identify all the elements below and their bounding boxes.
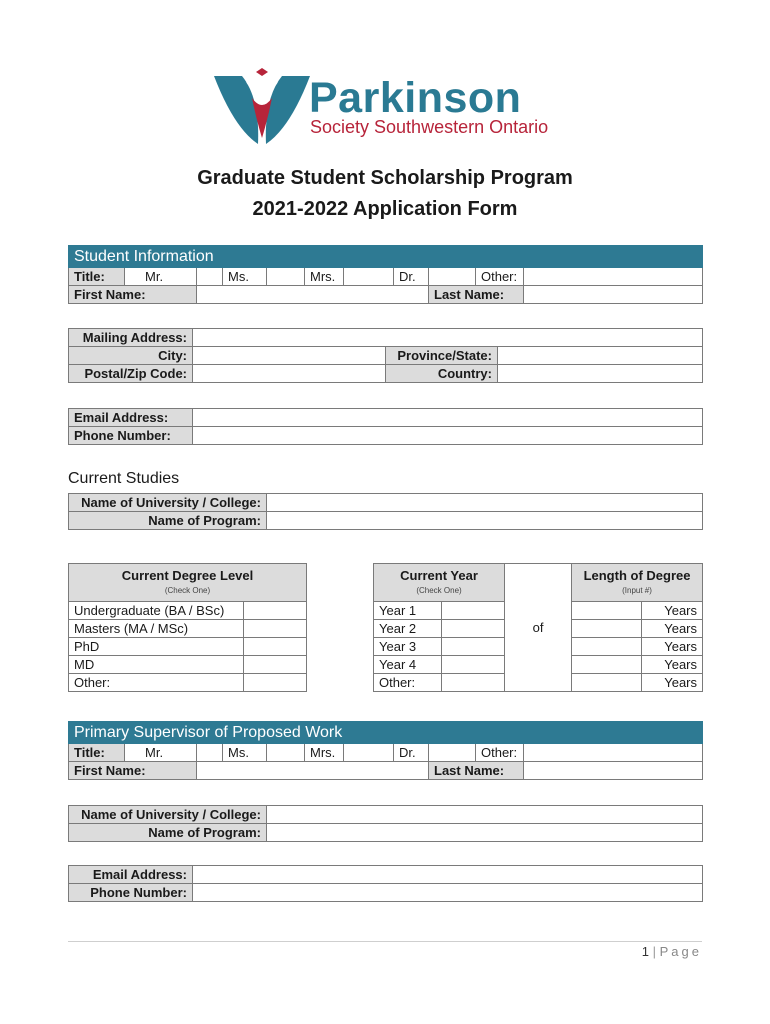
university-field[interactable] xyxy=(267,494,703,512)
footer-separator: | xyxy=(652,944,656,959)
sup-title-mrs-box[interactable] xyxy=(344,744,394,762)
year-4: Year 4 xyxy=(374,656,442,674)
current-year-header: Current Year (Check One) xyxy=(374,564,505,602)
student-info-header: Student Information xyxy=(69,246,703,268)
length-input-1[interactable] xyxy=(572,602,642,620)
year-2-box[interactable] xyxy=(442,620,505,638)
address-table xyxy=(68,328,703,383)
year-other-field[interactable] xyxy=(442,674,505,692)
current-studies-heading: Current Studies xyxy=(68,470,180,487)
postal-field[interactable] xyxy=(193,365,386,383)
form-subtitle: 2021-2022 Application Form xyxy=(252,198,518,220)
sup-last-name-field[interactable] xyxy=(524,762,703,780)
sup-phone-field[interactable] xyxy=(193,884,703,902)
sup-university-field[interactable] xyxy=(267,806,703,824)
sup-program-field[interactable] xyxy=(267,824,703,842)
sup-studies-table xyxy=(68,805,703,842)
page-number: 1 xyxy=(641,944,649,959)
title-other: Other: xyxy=(476,268,524,286)
degree-md: MD xyxy=(69,656,244,674)
city-field[interactable] xyxy=(193,347,386,365)
sup-title-other: Other: xyxy=(476,744,524,762)
title-mrs: Mrs. xyxy=(305,268,344,286)
sup-title-dr-box[interactable] xyxy=(429,744,476,762)
degree-other-field[interactable] xyxy=(244,674,307,692)
degree-level-hint: (Check One) xyxy=(164,586,211,595)
page-word: Page xyxy=(659,944,702,959)
student-info-table xyxy=(68,245,703,304)
length-degree-header: Length of Degree (Input #) xyxy=(572,564,703,602)
first-name-field[interactable] xyxy=(197,286,429,304)
sup-title-dr: Dr. xyxy=(394,744,429,762)
year-length-table xyxy=(373,563,703,692)
current-year-hint: (Check One) xyxy=(416,586,462,595)
sup-title-mrs: Mrs. xyxy=(305,744,344,762)
degree-phd-box[interactable] xyxy=(244,638,307,656)
sup-title-other-field[interactable] xyxy=(524,744,703,762)
degree-md-box[interactable] xyxy=(244,656,307,674)
supervisor-table xyxy=(68,721,703,780)
years-unit-3: Years xyxy=(642,638,703,656)
years-unit-1: Years xyxy=(642,602,703,620)
program-field[interactable] xyxy=(267,512,703,530)
year-3: Year 3 xyxy=(374,638,442,656)
form-title: Graduate Student Scholarship Program xyxy=(197,167,573,189)
degree-masters-box[interactable] xyxy=(244,620,307,638)
mailing-field[interactable] xyxy=(193,329,703,347)
title-dr: Dr. xyxy=(394,268,429,286)
supervisor-header: Primary Supervisor of Proposed Work xyxy=(69,722,703,744)
title-ms-box[interactable] xyxy=(267,268,305,286)
sup-first-name-field[interactable] xyxy=(197,762,429,780)
footer-divider xyxy=(68,941,702,942)
email-label: Email Address: xyxy=(69,409,193,427)
title-mr: Mr. xyxy=(125,268,197,286)
year-3-box[interactable] xyxy=(442,638,505,656)
sup-title-mr: Mr. xyxy=(125,744,197,762)
mailing-label: Mailing Address: xyxy=(69,329,193,347)
sup-program-label: Name of Program: xyxy=(69,824,267,842)
length-input-2[interactable] xyxy=(572,620,642,638)
contact-table xyxy=(68,408,703,445)
sup-university-label: Name of University / College: xyxy=(69,806,267,824)
sup-email-label: Email Address: xyxy=(69,866,193,884)
year-other: Other: xyxy=(374,674,442,692)
length-input-3[interactable] xyxy=(572,638,642,656)
province-label: Province/State: xyxy=(386,347,498,365)
page-footer xyxy=(642,944,702,959)
title-ms: Ms. xyxy=(223,268,267,286)
year-1: Year 1 xyxy=(374,602,442,620)
last-name-label: Last Name: xyxy=(429,286,524,304)
title-mrs-box[interactable] xyxy=(344,268,394,286)
sup-contact-table xyxy=(68,865,703,902)
length-degree-hint: (Input #) xyxy=(622,586,652,595)
sup-first-name-label: First Name: xyxy=(69,762,197,780)
city-label: City: xyxy=(69,347,193,365)
phone-label: Phone Number: xyxy=(69,427,193,445)
studies-table xyxy=(68,493,703,530)
title-dr-box[interactable] xyxy=(429,268,476,286)
logo-wordmark: Parkinson xyxy=(309,74,522,122)
country-field[interactable] xyxy=(498,365,703,383)
last-name-field[interactable] xyxy=(524,286,703,304)
program-label: Name of Program: xyxy=(69,512,267,530)
title-label: Title: xyxy=(69,268,125,286)
degree-level-header: Current Degree Level (Check One) xyxy=(69,564,307,602)
country-label: Country: xyxy=(386,365,498,383)
year-4-box[interactable] xyxy=(442,656,505,674)
email-field[interactable] xyxy=(193,409,703,427)
postal-label: Postal/Zip Code: xyxy=(69,365,193,383)
sup-last-name-label: Last Name: xyxy=(429,762,524,780)
sup-title-label: Title: xyxy=(69,744,125,762)
sup-title-ms-box[interactable] xyxy=(267,744,305,762)
degree-other: Other: xyxy=(69,674,244,692)
of-label: of xyxy=(505,564,572,692)
length-input-4[interactable] xyxy=(572,656,642,674)
phone-field[interactable] xyxy=(193,427,703,445)
logo-subtitle: Society Southwestern Ontario xyxy=(310,117,549,137)
degree-level-table xyxy=(68,563,307,692)
university-label: Name of University / College: xyxy=(69,494,267,512)
province-field[interactable] xyxy=(498,347,703,365)
sup-title-mr-box[interactable] xyxy=(197,744,223,762)
first-name-label: First Name: xyxy=(69,286,197,304)
title-mr-box[interactable] xyxy=(197,268,223,286)
years-unit-4: Years xyxy=(642,656,703,674)
sup-phone-label: Phone Number: xyxy=(69,884,193,902)
degree-phd: PhD xyxy=(69,638,244,656)
title-other-field[interactable] xyxy=(524,268,703,286)
year-1-box[interactable] xyxy=(442,602,505,620)
length-input-5[interactable] xyxy=(572,674,642,692)
degree-undergrad-box[interactable] xyxy=(244,602,307,620)
years-unit-5: Years xyxy=(642,674,703,692)
parkinson-logo-icon xyxy=(212,68,312,146)
degree-undergrad: Undergraduate (BA / BSc) xyxy=(69,602,244,620)
sup-email-field[interactable] xyxy=(193,866,703,884)
year-2: Year 2 xyxy=(374,620,442,638)
degree-masters: Masters (MA / MSc) xyxy=(69,620,244,638)
years-unit-2: Years xyxy=(642,620,703,638)
sup-title-ms: Ms. xyxy=(223,744,267,762)
